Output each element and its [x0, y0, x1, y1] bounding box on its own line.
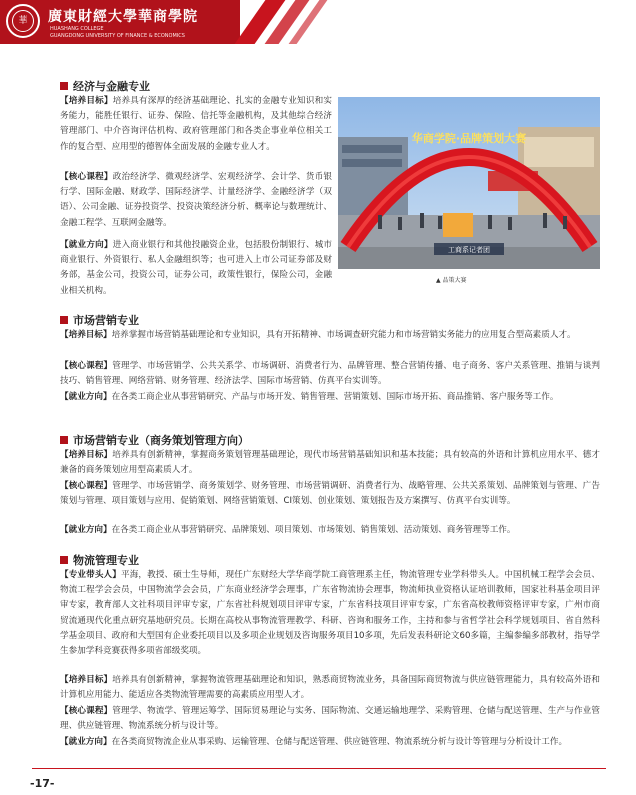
- section-paragraph: [60, 704, 600, 734]
- paragraph-text: 管理学、市场营销学、公共关系学、市场调研、消费者行为、品牌管理、整合营销传播、电子商务、客户关系管理、推销与谈判技巧、销售管理、网络营销、财务管理、经济法学、国际市场营销、仿真平台实训等。: [60, 361, 600, 387]
- section-paragraph: [60, 170, 332, 231]
- section-paragraph: [60, 94, 332, 155]
- section-title-logistics: [60, 552, 139, 568]
- college-name-en-2: GUANGDONG UNIVERSITY OF FINANCE & ECONOMICS: [50, 33, 185, 39]
- page-number: -17-: [30, 777, 55, 790]
- section-title-text: 市场营销专业（商务策划管理方向）: [73, 434, 249, 447]
- event-photo-image: [338, 97, 600, 269]
- section-title-text: 经济与金融专业: [73, 80, 150, 93]
- paragraph-tag: 【培养目标】: [60, 96, 113, 106]
- section-bullet-icon: [60, 556, 68, 564]
- paragraph-tag: 【培养目标】: [60, 675, 113, 685]
- paragraph-text: 培养具有创新精神，掌握物流管理基础理论和知识，熟悉商贸物流业务，具备国际商贸物流与供应链管理能力，具有较高外语和计算机应用能力、能适应各类物流管理需要的高素质应用型人才。: [60, 675, 600, 701]
- section-title-business-planning: [60, 432, 249, 448]
- seal-glyph: 華: [12, 10, 34, 32]
- paragraph-text: 在各类商贸物流企业从事采购、运输管理、仓储与配送管理、供应链管理、物流系统分析与设计等管理与分析设计工作。: [111, 737, 568, 747]
- paragraph-text: 政治经济学、微观经济学、宏观经济学、会计学、货币银行学、国际金融、财政学、国际经济学、计量经济学、金融经济学（双语）、公司金融、证券投资学、投资决策经济分析、概率论与数理统计、金融工程学、互联网金融等。: [60, 172, 332, 228]
- section-title-text: 市场营销专业: [73, 314, 139, 327]
- college-name: 廣東財經大學華商學院: [48, 9, 198, 25]
- paragraph-tag: 【核心课程】: [60, 361, 113, 371]
- paragraph-text: 培养掌握市场营销基础理论和专业知识，具有开拓精神、市场调查研究能力和市场营销实务能力的应用复合型高素质人才。: [111, 330, 576, 340]
- section-paragraph: [60, 735, 600, 750]
- section-title-finance: [60, 78, 150, 94]
- paragraph-tag: 【就业方向】: [60, 525, 112, 535]
- paragraph-text: 培养具有深厚的经济基础理论、扎实的金融专业知识和实务能力，能胜任银行、证券、保险、信托等金融机构，及其他综合经济管理部门、中介咨询评估机构、政府管理部门和各类企事业单位相关工作的复合型、应用型的德智体全面发展的金融专业人才。: [60, 96, 332, 152]
- paragraph-tag: 【就业方向】: [60, 737, 112, 747]
- paragraph-tag: 【核心课程】: [60, 172, 113, 182]
- paragraph-tag: 【就业方向】: [60, 392, 112, 402]
- paragraph-text: 进入商业银行和其他投融资企业，包括股份制银行、城市商业银行、外资银行、私人金融组织等；也可进入上市公司证券部及财务部，基金公司，投资公司，证券公司，政策性银行，保险公司，金融业相关机构。: [60, 240, 332, 296]
- paragraph-text: 在各类工商企业从事营销研究、产品与市场开发、销售管理、营销策划、国际市场开拓、商品推销、客户服务等工作。: [111, 392, 559, 402]
- section-bullet-icon: [60, 316, 68, 324]
- paragraph-text: 在各类工商企业从事营销研究、品牌策划、项目策划、市场策划、销售策划、活动策划、商务管理等工作。: [111, 525, 516, 535]
- header-banner: [0, 0, 636, 44]
- paragraph-tag: 【专业带头人】: [60, 570, 121, 580]
- arch-banner-text: 华商学院·品牌策划大赛: [411, 132, 527, 145]
- section-bullet-icon: [60, 82, 68, 90]
- college-logo-icon: [6, 4, 40, 38]
- paragraph-tag: 【培养目标】: [60, 450, 113, 460]
- footer-rule: [32, 768, 606, 769]
- section-paragraph: [60, 523, 600, 538]
- section-paragraph: [60, 568, 600, 659]
- section-paragraph: [60, 448, 600, 478]
- section-paragraph: [60, 673, 600, 703]
- paragraph-text: 培养具有创新精神，掌握商务策划管理基础理论，现代市场营销基础知识和基本技能；具有较高的外语和计算机应用水平、德才兼备的商务策划应用型高素质人才。: [60, 450, 600, 476]
- paragraph-tag: 【就业方向】: [60, 240, 113, 250]
- photo-watermark: 工商系记者团: [448, 246, 490, 254]
- section-title-text: 物流管理专业: [73, 554, 139, 567]
- section-title-marketing: [60, 312, 139, 328]
- paragraph-tag: 【核心课程】: [60, 706, 113, 716]
- paragraph-text: 管理学、物流学、管理运筹学、国际贸易理论与实务、国际物流、交通运输地理学、采购管理、仓储与配送管理、生产与作业管理、供应链管理、物流系统分析与设计等。: [60, 706, 600, 732]
- paragraph-tag: 【培养目标】: [60, 330, 112, 340]
- college-name-en-1: HUASHANG COLLEGE: [50, 26, 104, 32]
- paragraph-tag: 【核心课程】: [60, 481, 113, 491]
- event-photo: [338, 97, 600, 269]
- section-paragraph: [60, 238, 332, 299]
- photo-caption: ▲ 品策大赛: [436, 277, 467, 284]
- section-bullet-icon: [60, 436, 68, 444]
- section-paragraph: [60, 479, 600, 509]
- section-paragraph: [60, 359, 600, 389]
- section-paragraph: [60, 390, 600, 405]
- paragraph-text: 平海，教授、硕士生导师，现任广东财经大学华商学院工商管理系主任，物流管理专业学科带头人。中国机械工程学会会员、物流工程学会会员，中国物流学会会员，广东商业经济学会理事，广东省物流协会理事，物流师执业资格认证培训教师，国家社科基金项目评审专家，教育部人文社科项目评审专家，广东省社科规划项目评审专家，广东省科技项目评审专家，广东省高校教师资格评审专家，广州市商贸流通现代化重点研究基地研究员。长期在高校从事物流管理教学、科研、咨询和服务工作，主持和参与省哲学社会科学规划项目、省自然科学基金项目、政府和大型国有企业委托项目以及多项企业规划及咨询服务项目10多项，先后发表科研论文60多篇，主编参编多部教材，指导学生参加学科竞赛获得多项省部级奖项。: [60, 570, 600, 657]
- section-paragraph: [60, 328, 600, 343]
- paragraph-text: 管理学、市场营销学、商务策划学、财务管理、市场营销调研、消费者行为、战略管理、公共关系策划、品牌策划与管理、广告策划与管理、项目策划与应用、促销策划、网络营销策划、CI策划、创业策划、策划报告及方案撰写、仿真平台实训等。: [60, 481, 600, 507]
